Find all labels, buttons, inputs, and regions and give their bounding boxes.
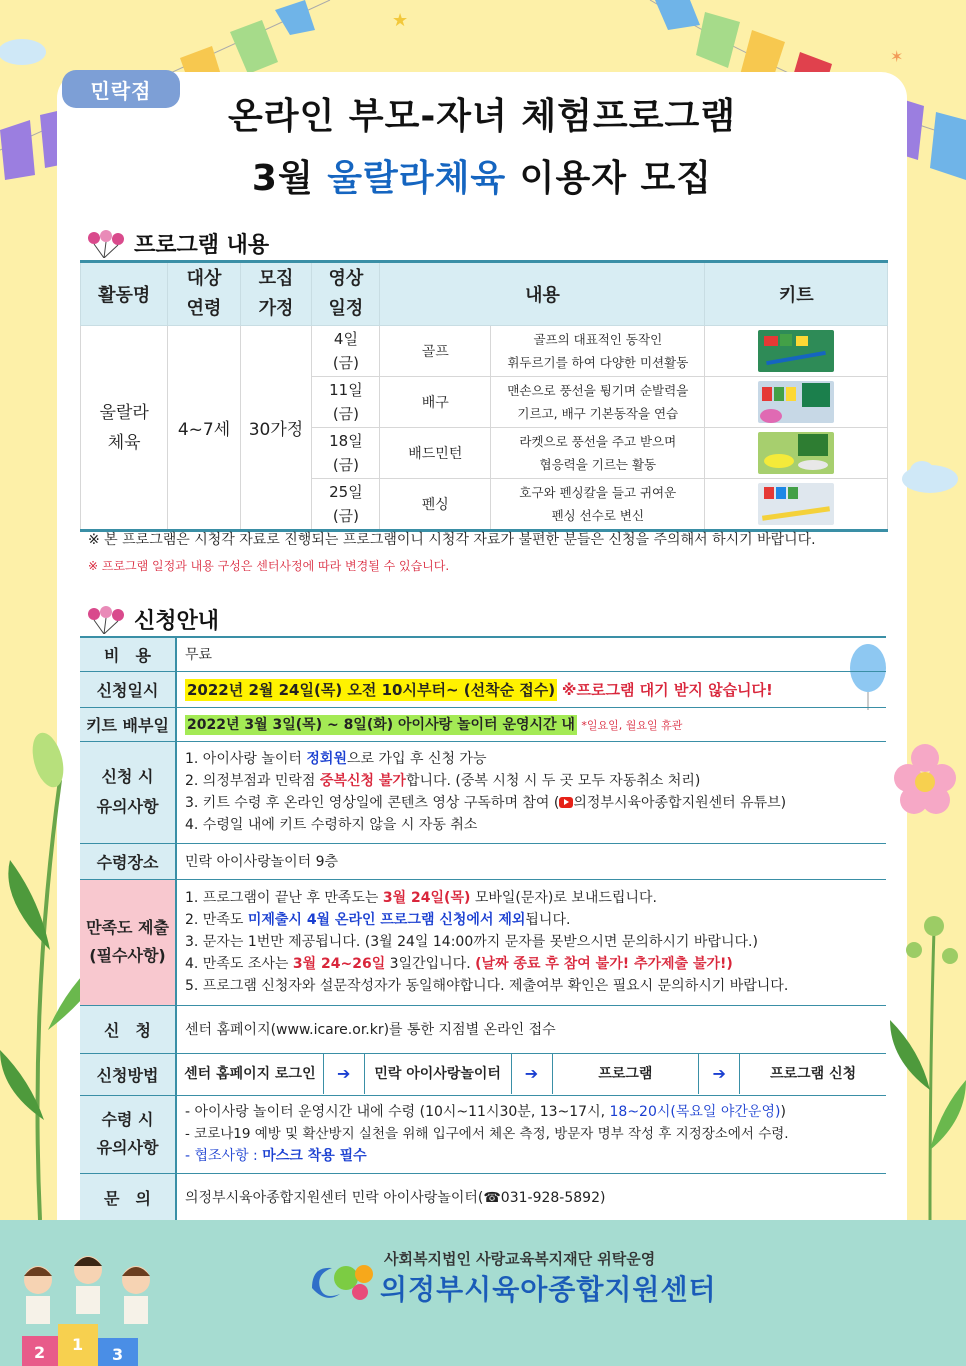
cloud-right-decoration [900, 455, 960, 495]
program-section-heading [86, 228, 269, 259]
activity-desc: 맨손으로 풍선을 튕기며 순발력을 기르고, 배구 기본동작을 연습 [491, 377, 705, 428]
plant-right-decoration [890, 910, 966, 1220]
footer [0, 1220, 966, 1366]
method-label: 신청방법 [80, 1053, 176, 1095]
sport-name: 배드민턴 [380, 428, 491, 479]
receive-cell [176, 1095, 886, 1173]
kit-date-note: *일요일, 월요일 휴관 [581, 719, 683, 732]
sport-name: 펜싱 [380, 479, 491, 531]
page-title: 온라인 부모-자녀 체험프로그램 [227, 96, 737, 137]
col-content: 내용 [380, 262, 705, 326]
kit-date-cell [176, 707, 886, 741]
method-step: 프로그램 신청 [770, 1066, 857, 1082]
activity-desc: 라켓으로 풍선을 주고 받으며 협응력을 기르는 활동 [491, 428, 705, 479]
kit-cell [705, 377, 888, 428]
fee-label: 비 용 [80, 637, 176, 671]
list-item: - 아이사랑 놀이터 운영시간 내에 수령 (10시~11시30분, 13~17시, 18~20시(목요일 야간운영)) [185, 1104, 786, 1120]
caution-list [185, 748, 878, 836]
list-item: - 코로나19 예방 및 확산방지 실천을 위해 입구에서 체온 측정, 방문자 명부 작성 후 지정장소에서 수령. [185, 1126, 789, 1142]
pickup-label: 수령장소 [80, 843, 176, 879]
sport-name: 배구 [380, 377, 491, 428]
household-count: 30가정 [240, 326, 312, 531]
apply-label: 신 청 [80, 1005, 176, 1053]
col-kit: 키트 [705, 262, 888, 326]
col-schedule: 영상 일정 [312, 262, 380, 326]
method-step: 프로그램 [553, 1054, 700, 1094]
apply-section-heading [86, 604, 219, 635]
date-value: 2022년 2월 24일(목) 오전 10시부터~ (선착순 접수) [187, 680, 556, 699]
activity-desc: 호구와 펜싱칼을 들고 귀여운 펜싱 선수로 변신 [491, 479, 705, 531]
podium-label: 2 [34, 1343, 46, 1362]
list-item: 5. 프로그램 신청자와 설문작성자가 동일해야합니다. 제출여부 확인은 필요시 문의하시기 바랍니다. [185, 978, 789, 994]
program-heading-text: 프로그램 내용 [134, 233, 270, 258]
receive-label: 수령 시 유의사항 [80, 1095, 176, 1173]
cloud-left-decoration [0, 30, 50, 66]
caution-label: 신청 시 유의사항 [80, 741, 176, 843]
operator-text: 사회복지법인 사랑교육복지재단 위탁운영 [384, 1250, 656, 1268]
arrow-right-icon: ➔ [699, 1054, 740, 1094]
activity-name: 울랄라 체육 [81, 326, 168, 531]
schedule-date: 4일 (금) [312, 326, 380, 377]
center-logo-icon [306, 1258, 378, 1304]
arrow-right-icon: ➔ [324, 1054, 365, 1094]
branch-tag: 민락점 [62, 70, 180, 108]
method-step: 민락 아이사랑놀이터 [365, 1054, 512, 1094]
target-age: 4~7세 [168, 326, 240, 531]
list-item: 2. 의정부점과 민락점 중복신청 불가합니다. (중복 시청 시 두 곳 모두 자동취소 처리) [185, 773, 701, 789]
col-activity: 활동명 [81, 262, 168, 326]
caution-cell [176, 741, 886, 843]
sport-name: 골프 [380, 326, 491, 377]
list-item: 2. 만족도 미제출시 4월 온라인 프로그램 신청에서 제외됩니다. [185, 912, 571, 928]
program-note-2: ※ 프로그램 일정과 내용 구성은 센터사정에 따라 변경될 수 있습니다. [88, 559, 450, 573]
youtube-icon [559, 797, 573, 808]
kit-date-label: 키트 배부일 [80, 707, 176, 741]
col-age: 대상 연령 [168, 262, 240, 326]
contact-value: 의정부시육아종합지원센터 민락 아이사랑놀이터(☎031-928-5892) [176, 1173, 886, 1221]
schedule-date: 18일 (금) [312, 428, 380, 479]
program-table [80, 260, 888, 532]
fencing-kit-photo [758, 483, 834, 525]
list-item: 4. 수령일 내에 키트 수령하지 않을 시 자동 취소 [185, 817, 478, 833]
method-step: 센터 홈페이지 로그인 [177, 1054, 324, 1094]
survey-label: 만족도 제출 (필수사항) [80, 879, 176, 1005]
svg-text:✶: ✶ [890, 47, 904, 66]
date-cell [176, 671, 886, 707]
method-cell [176, 1053, 886, 1095]
date-warning: ※프로그램 대기 받지 않습니다! [561, 680, 773, 699]
pickup-value: 민락 아이사랑놀이터 9층 [176, 843, 886, 879]
list-item: 4. 만족도 조사는 3월 24~26일 3일간입니다. (날짜 종료 후 참여 불가! 추가제출 불가!) [185, 956, 733, 972]
kit-cell [705, 326, 888, 377]
fee-value: 무료 [176, 637, 886, 671]
flower-decoration [890, 740, 960, 820]
podium-label: 3 [112, 1345, 124, 1364]
apply-heading-text: 신청안내 [134, 609, 220, 634]
svg-text:★: ★ [392, 10, 409, 31]
center-name: 의정부시육아종합지원센터 [380, 1273, 717, 1306]
volleyball-kit-photo [758, 381, 834, 423]
contact-label: 문 의 [80, 1173, 176, 1221]
survey-cell [176, 879, 886, 1005]
podium-label: 1 [72, 1335, 84, 1354]
list-item: - 협조사항 : 마스크 착용 필수 [185, 1148, 367, 1164]
schedule-date: 25일 (금) [312, 479, 380, 531]
balloons-icon [86, 230, 126, 258]
date-label: 신청일시 [80, 671, 176, 707]
program-note-1: ※ 본 프로그램은 시청각 자료로 진행되는 프로그램이니 시청각 자료가 불편한 분들은 신청을 주의해서 하시기 바랍니다. [88, 532, 816, 548]
method-flow [177, 1054, 886, 1094]
list-item: 3. 문자는 1번만 제공됩니다. (3월 24일 14:00까지 문자를 못받으시면 문의하시기 바랍니다.) [185, 934, 758, 950]
kit-cell [705, 479, 888, 531]
apply-table [80, 636, 886, 1222]
children-podium-illustration [8, 1240, 168, 1366]
badminton-kit-photo [758, 432, 834, 474]
list-item: 3. 키트 수령 후 온라인 영상일에 콘텐츠 영상 구독하며 참여 ( 의정부시육아종합지원센터 유튜브) [185, 795, 787, 811]
page-subtitle: 3월 울랄라체육 이용자 모집 [251, 158, 713, 199]
apply-value: 센터 홈페이지(www.icare.or.kr)를 통한 지점별 온라인 접수 [176, 1005, 886, 1053]
col-households: 모집 가정 [240, 262, 312, 326]
kit-date-value: 2022년 3월 3일(목) ~ 8일(화) 아이사랑 놀이터 운영시간 내 [187, 717, 575, 733]
list-item: 1. 프로그램이 끝난 후 만족도는 3월 24일(목) 모바일(문자)로 보내드립니다. [185, 890, 657, 906]
activity-desc: 골프의 대표적인 동작인 휘두르기를 하여 다양한 미션활동 [491, 326, 705, 377]
golf-kit-photo [758, 330, 834, 372]
arrow-right-icon: ➔ [512, 1054, 553, 1094]
balloons-icon [86, 606, 126, 634]
kit-cell [705, 428, 888, 479]
receive-list [185, 1101, 878, 1167]
schedule-date: 11일 (금) [312, 377, 380, 428]
survey-list [185, 887, 878, 997]
list-item: 1. 아이사랑 놀이터 정회원으로 가입 후 신청 가능 [185, 751, 487, 767]
